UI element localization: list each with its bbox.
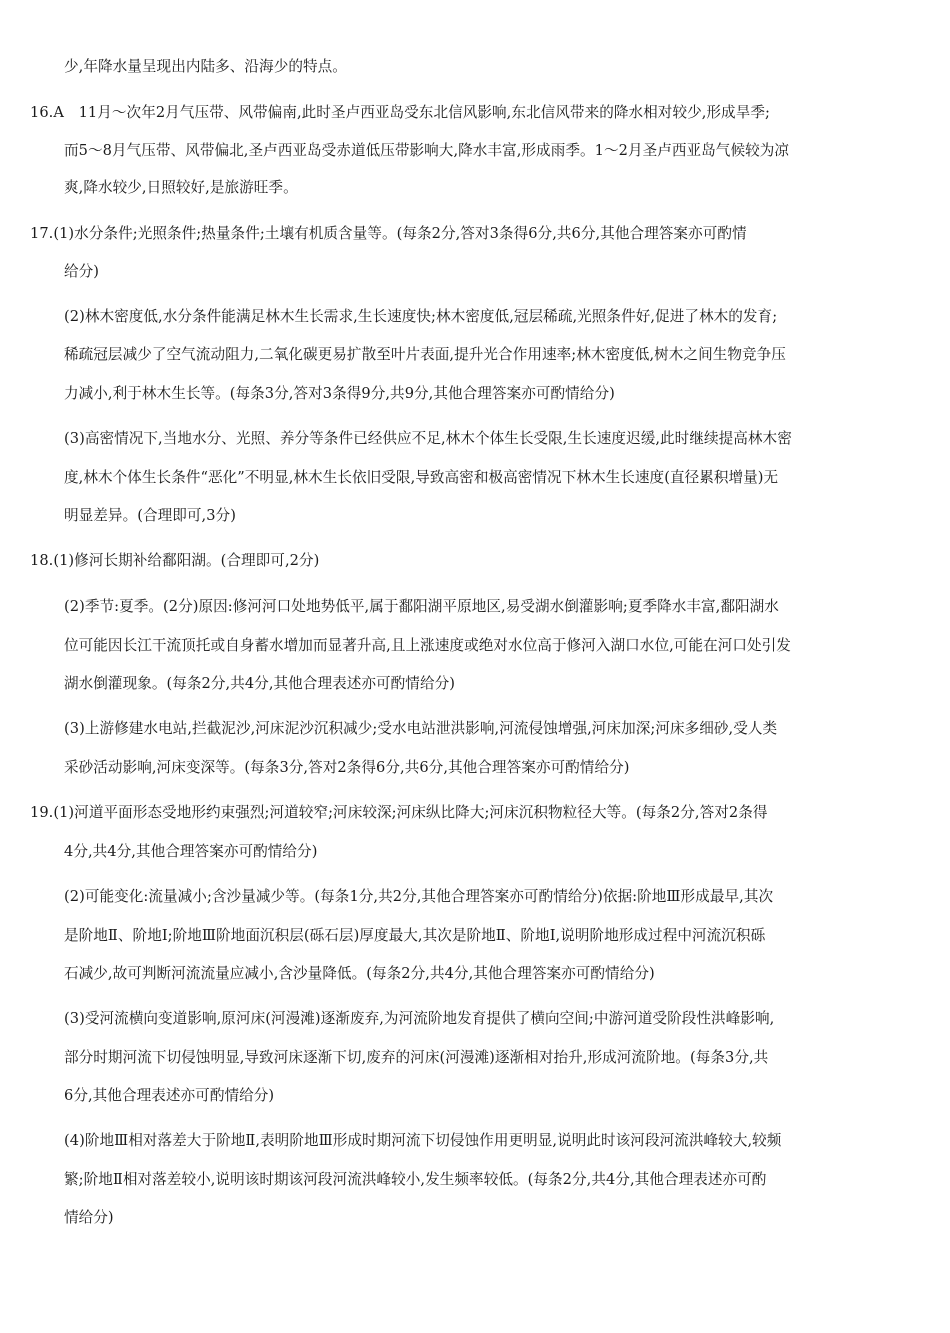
q17-part2-line-1: (2)林木密度低,水分条件能满足林木生长需求,生长速度快;林木密度低,冠层稀疏,光照条件好,促进了林木的发育; — [64, 308, 778, 325]
q19-part4-line-3: 情给分) — [64, 1209, 114, 1226]
q19-part2-line-2: 是阶地Ⅱ、阶地Ⅰ;阶地Ⅲ阶地面沉积层(砾石层)厚度最大,其次是阶地Ⅱ、阶地Ⅰ,说明阶地形成过程中河流沉积砾 — [64, 927, 766, 944]
q17-part3-line-2: 度,林木个体生长条件“恶化”不明显,林木生长依旧受限,导致高密和极高密情况下林木生长速度(直径累积增量)无 — [64, 469, 779, 486]
q19-part2-line-1: (2)可能变化:流量减小;含沙量减少等。(每条1分,共2分,其他合理答案亦可酌情给分)依据:阶地Ⅲ形成最早,其次 — [64, 888, 774, 905]
q19-part3-line-1: (3)受河流横向变道影响,原河床(河漫滩)逐渐废弃,为河流阶地发育提供了横向空间;中游河道受阶段性洪峰影响, — [64, 1010, 775, 1027]
q17-part3-line-3: 明显差异。(合理即可,3分) — [64, 507, 236, 524]
q19-part2-line-3: 石减少,故可判断河流流量应减小,含沙量降低。(每条2分,共4分,其他合理答案亦可酌情给分) — [64, 965, 655, 982]
q17-part1-line-2: 给分) — [64, 263, 100, 280]
q16-answer-line-2: 而5～8月气压带、风带偏北,圣卢西亚岛受赤道低压带影响大,降水丰富,形成雨季。1～2月圣卢西亚岛气候较为凉 — [64, 142, 790, 159]
q18-part3-line-2: 采砂活动影响,河床变深等。(每条3分,答对2条得6分,共6分,其他合理答案亦可酌情给分) — [64, 759, 630, 776]
q19-part4-line-1: (4)阶地Ⅲ相对落差大于阶地Ⅱ,表明阶地Ⅲ形成时期河流下切侵蚀作用更明显,说明此时该河段河流洪峰较大,较频 — [64, 1132, 782, 1149]
q17-part3-line-1: (3)高密情况下,当地水分、光照、养分等条件已经供应不足,林木个体生长受限,生长速度迟缓,此时继续提高林木密 — [64, 430, 792, 447]
q19-part3-line-2: 部分时期河流下切侵蚀明显,导致河床逐渐下切,废弃的河床(河漫滩)逐渐相对抬升,形成河流阶地。(每条3分,共 — [64, 1049, 769, 1066]
q19-part4-line-2: 繁;阶地Ⅱ相对落差较小,说明该时期该河段河流洪峰较小,发生频率较低。(每条2分,共4分,其他合理表述亦可酌 — [64, 1171, 767, 1188]
q19-part1-line-2: 4分,共4分,其他合理答案亦可酌情给分) — [64, 843, 318, 860]
q16-answer-line-1: 16.A 11月～次年2月气压带、风带偏南,此时圣卢西亚岛受东北信风影响,东北信风带来的降水相对较少,形成旱季; — [30, 104, 770, 121]
q17-part2-line-2: 稀疏冠层减少了空气流动阻力,二氧化碳更易扩散至叶片表面,提升光合作用速率;林木密度低,树木之间生物竞争压 — [64, 346, 786, 363]
q19-part3-line-3: 6分,其他合理表述亦可酌情给分) — [64, 1087, 275, 1104]
q15-continuation-line: 少,年降水量呈现出内陆多、沿海少的特点。 — [64, 58, 347, 75]
q17-part2-line-3: 力减小,利于林木生长等。(每条3分,答对3条得9分,共9分,其他合理答案亦可酌情给分) — [64, 385, 615, 402]
q18-part2-line-1: (2)季节:夏季。(2分)原因:修河河口处地势低平,属于鄱阳湖平原地区,易受湖水倒灌影响;夏季降水丰富,鄱阳湖水 — [64, 598, 779, 615]
q18-part1-line-1: 18.(1)修河长期补给鄱阳湖。(合理即可,2分) — [30, 552, 320, 569]
q16-answer-line-3: 爽,降水较少,日照较好,是旅游旺季。 — [64, 179, 298, 196]
q18-part3-line-1: (3)上游修建水电站,拦截泥沙,河床泥沙沉积减少;受水电站泄洪影响,河流侵蚀增强,河床加深;河床多细砂,受人类 — [64, 720, 778, 737]
q19-part1-line-1: 19.(1)河道平面形态受地形约束强烈;河道较窄;河床较深;河床纵比降大;河床沉积物粒径大等。(每条2分,答对2条得 — [30, 804, 768, 821]
q17-part1-line-1: 17.(1)水分条件;光照条件;热量条件;土壤有机质含量等。(每条2分,答对3条得6分,共6分,其他合理答案亦可酌情 — [30, 225, 747, 242]
q18-part2-line-3: 湖水倒灌现象。(每条2分,共4分,其他合理表述亦可酌情给分) — [64, 675, 455, 692]
q18-part2-line-2: 位可能因长江干流顶托或自身蓄水增加而显著升高,且上涨速度或绝对水位高于修河入湖口水位,可能在河口处引发 — [64, 637, 791, 654]
